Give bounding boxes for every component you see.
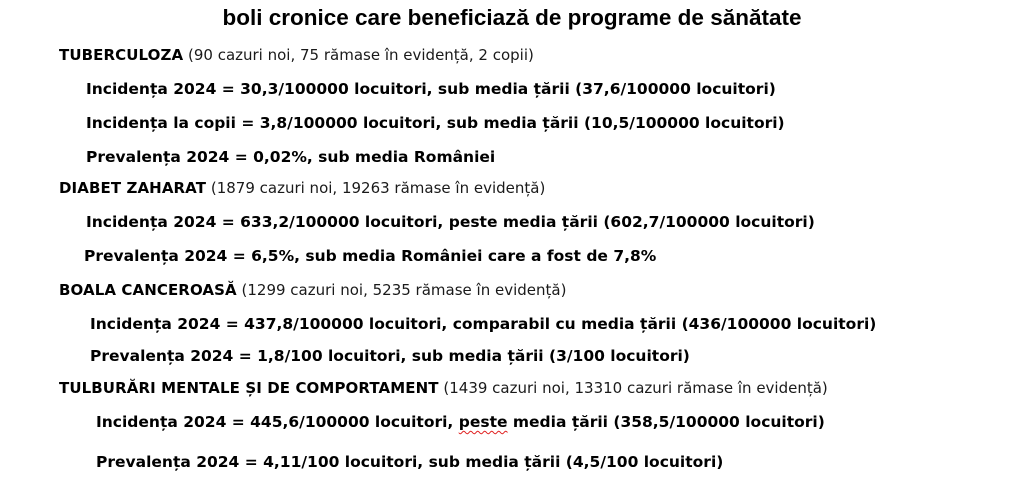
mental-incidence-line <box>96 411 825 433</box>
tuberculoza-incidence-line: Incidența 2024 = 30,3/100000 locuitori, sub media țării (37,6/100000 locuitori) <box>86 80 776 98</box>
spellcheck-marked-word: peste <box>458 413 508 431</box>
section-detail: (1299 cazuri noi, 5235 rămase în evidență) <box>241 281 567 299</box>
section-name: TULBURĂRI MENTALE ȘI DE COMPORTAMENT <box>59 379 439 397</box>
section-name: BOALA CANCEROASĂ <box>59 281 237 299</box>
mental-incidence-after: media țării (358,5/100000 locuitori) <box>507 413 825 431</box>
mental-incidence-before: Incidența 2024 = 445,6/100000 locuitori, <box>96 413 459 431</box>
cancer-prevalence-line: Prevalența 2024 = 1,8/100 locuitori, sub media țării (3/100 locuitori) <box>90 347 690 365</box>
diabet-incidence-line: Incidența 2024 = 633,2/100000 locuitori, peste media țării (602,7/100000 locuitori) <box>86 213 815 231</box>
mental-prevalence-line: Prevalența 2024 = 4,11/100 locuitori, sub media țării (4,5/100 locuitori) <box>96 453 724 471</box>
section-heading-tuberculoza <box>59 44 534 66</box>
section-heading-mental <box>59 377 828 399</box>
section-detail: (1879 cazuri noi, 19263 rămase în evidență) <box>210 179 546 197</box>
cancer-incidence-line: Incidența 2024 = 437,8/100000 locuitori, comparabil cu media țării (436/100000 locuitori) <box>90 315 877 333</box>
diabet-prevalence-line: Prevalența 2024 = 6,5%, sub media României care a fost de 7,8% <box>84 247 657 265</box>
section-heading-diabet <box>59 177 545 199</box>
section-detail: (1439 cazuri noi, 13310 cazuri rămase în evidență) <box>443 379 828 397</box>
section-name: TUBERCULOZA <box>59 46 184 64</box>
slide-title: boli cronice care beneficiază de programe de sănătate <box>222 5 802 30</box>
section-name: DIABET ZAHARAT <box>59 179 207 197</box>
section-detail: (90 cazuri noi, 75 rămase în evidență, 2 copii) <box>187 46 534 64</box>
section-heading-cancer <box>59 279 566 301</box>
tuberculoza-child-incidence-line: Incidența la copii = 3,8/100000 locuitori, sub media țării (10,5/100000 locuitori) <box>86 114 785 132</box>
tuberculoza-prevalence-line: Prevalența 2024 = 0,02%, sub media României <box>86 148 496 166</box>
